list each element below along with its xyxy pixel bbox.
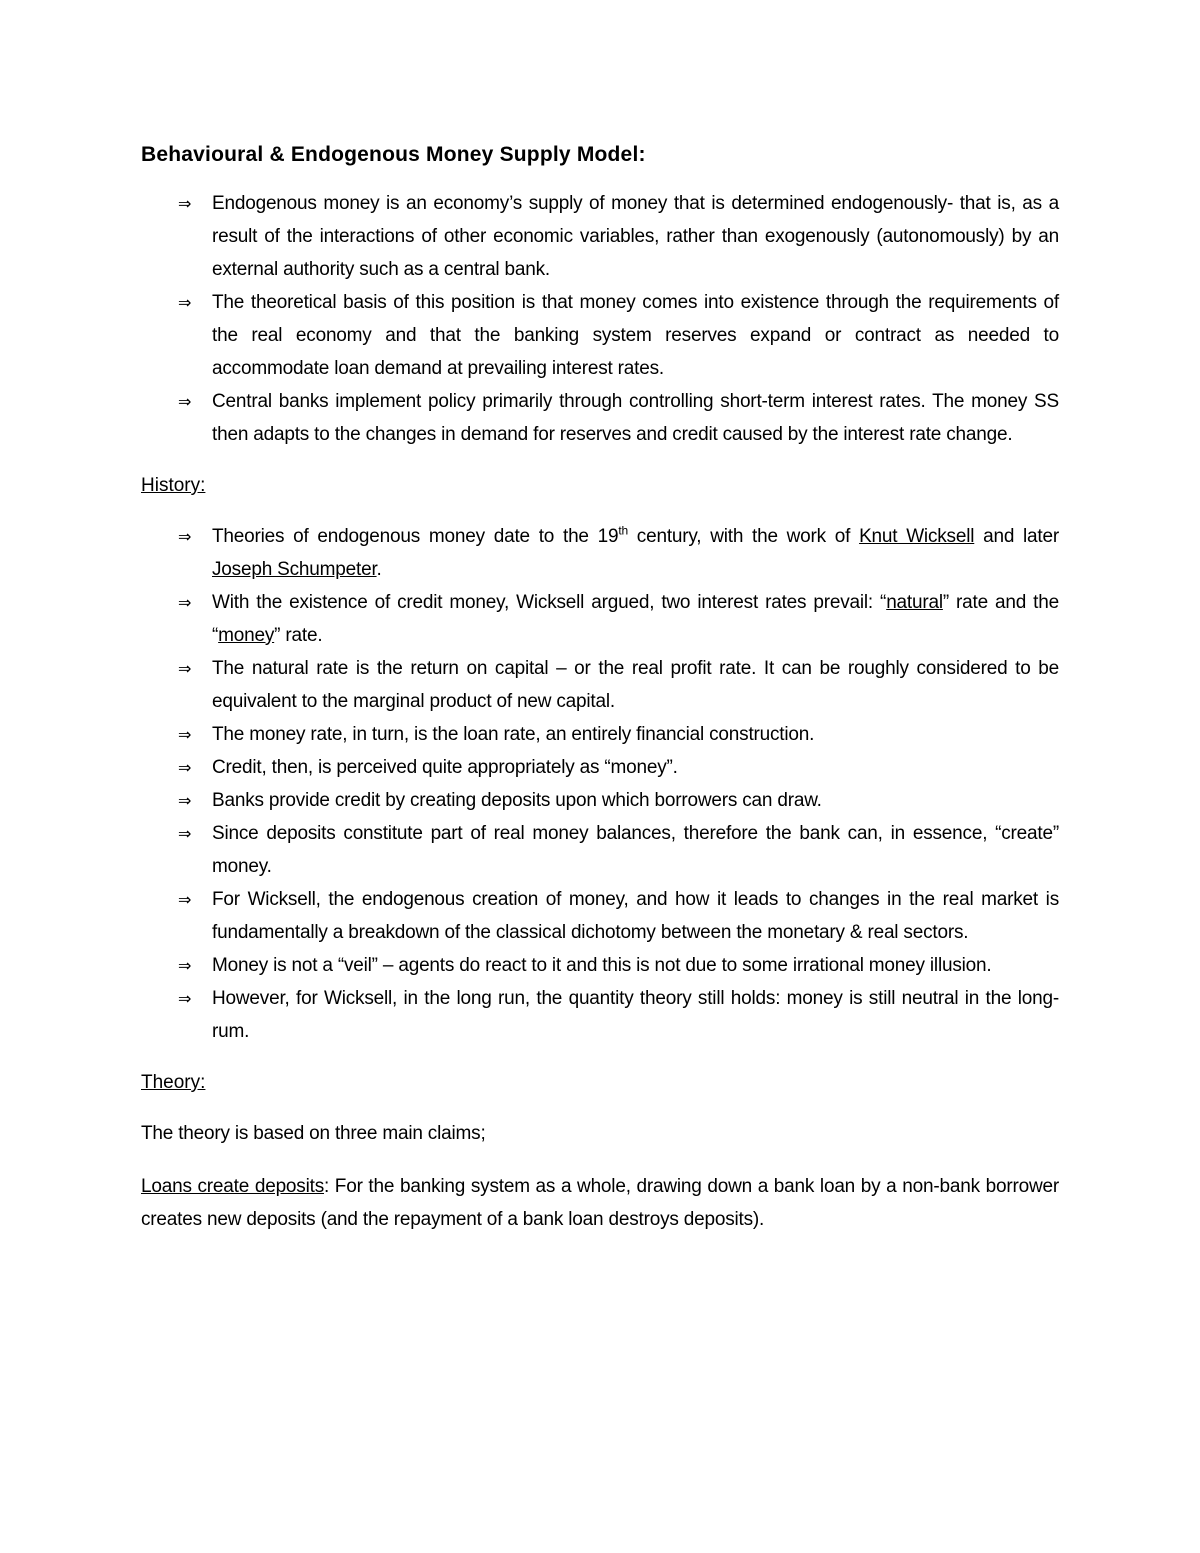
arrow-icon: ⇒ <box>178 890 192 909</box>
list-item: ⇒ For Wicksell, the endogenous creation of money, and how it leads to changes in the real market is fundamentally a breakdown of the classical dichotomy between the monetary & real sectors. <box>141 883 1059 949</box>
link-joseph-schumpeter[interactable]: Joseph Schumpeter <box>212 559 377 580</box>
claim-loans-create-deposits <box>141 1170 1059 1236</box>
list-item: ⇒ The theoretical basis of this position is that money comes into existence through the requirements of the real economy and that the banking system reserves expand or contract as needed to accommodate loan demand at prevailing interest rates. <box>141 286 1059 385</box>
list-item: ⇒ Credit, then, is perceived quite appropriately as “money”. <box>141 751 1059 784</box>
document-title: Behavioural & Endogenous Money Supply Model: <box>141 143 646 166</box>
link-natural[interactable]: natural <box>886 592 943 613</box>
list-item: ⇒ Since deposits constitute part of real money balances, therefore the bank can, in essence, “create” money. <box>141 817 1059 883</box>
superscript: th <box>618 523 628 538</box>
document-body <box>141 143 1059 1256</box>
arrow-icon: ⇒ <box>178 194 192 213</box>
list-item: ⇒ Endogenous money is an economy’s supply of money that is determined endogenously- that is, as a result of the interactions of other economic variables, rather than exogenously (autonomously) by an external authority such as a central bank. <box>141 187 1059 286</box>
arrow-icon: ⇒ <box>178 758 192 777</box>
intro-list <box>141 187 1059 451</box>
list-item: ⇒ However, for Wicksell, in the long run, the quantity theory still holds: money is still neutral in the long-rum. <box>141 982 1059 1048</box>
arrow-icon: ⇒ <box>178 791 192 810</box>
arrow-icon: ⇒ <box>178 659 192 678</box>
list-item: ⇒ Money is not a “veil” – agents do react to it and this is not due to some irrational money illusion. <box>141 949 1059 982</box>
list-item: ⇒ Theories of endogenous money date to the 19th century, with the work of Knut Wicksell and later Joseph Schumpeter. <box>141 520 1059 586</box>
arrow-icon: ⇒ <box>178 989 192 1008</box>
arrow-icon: ⇒ <box>178 725 192 744</box>
history-heading: History: <box>141 475 206 496</box>
arrow-icon: ⇒ <box>178 956 192 975</box>
arrow-icon: ⇒ <box>178 824 192 843</box>
list-item: ⇒ Banks provide credit by creating deposits upon which borrowers can draw. <box>141 784 1059 817</box>
theory-intro: The theory is based on three main claims; <box>141 1123 486 1144</box>
claim-label: Loans create deposits <box>141 1176 324 1197</box>
arrow-icon: ⇒ <box>178 593 192 612</box>
list-item: ⇒ Central banks implement policy primarily through controlling short-term interest rates. The money SS then adapts to the changes in demand for reserves and credit caused by the interest rate change. <box>141 385 1059 451</box>
list-item: ⇒ The natural rate is the return on capital – or the real profit rate. It can be roughly considered to be equivalent to the marginal product of new capital. <box>141 652 1059 718</box>
arrow-icon: ⇒ <box>178 293 192 312</box>
link-knut-wicksell[interactable]: Knut Wicksell <box>859 526 975 547</box>
theory-heading: Theory: <box>141 1072 206 1093</box>
list-item: ⇒ The money rate, in turn, is the loan rate, an entirely financial construction. <box>141 718 1059 751</box>
arrow-icon: ⇒ <box>178 392 192 411</box>
arrow-icon: ⇒ <box>178 527 192 546</box>
link-money[interactable]: money <box>218 625 275 646</box>
history-list <box>141 520 1059 1048</box>
list-item: ⇒ With the existence of credit money, Wicksell argued, two interest rates prevail: “natural” rate and the “money” rate. <box>141 586 1059 652</box>
claim-text: : For the banking system as a whole, drawing down a bank loan by a non-bank borrower creates new deposits (and the repayment of a bank loan destroys deposits). <box>141 1176 1059 1230</box>
